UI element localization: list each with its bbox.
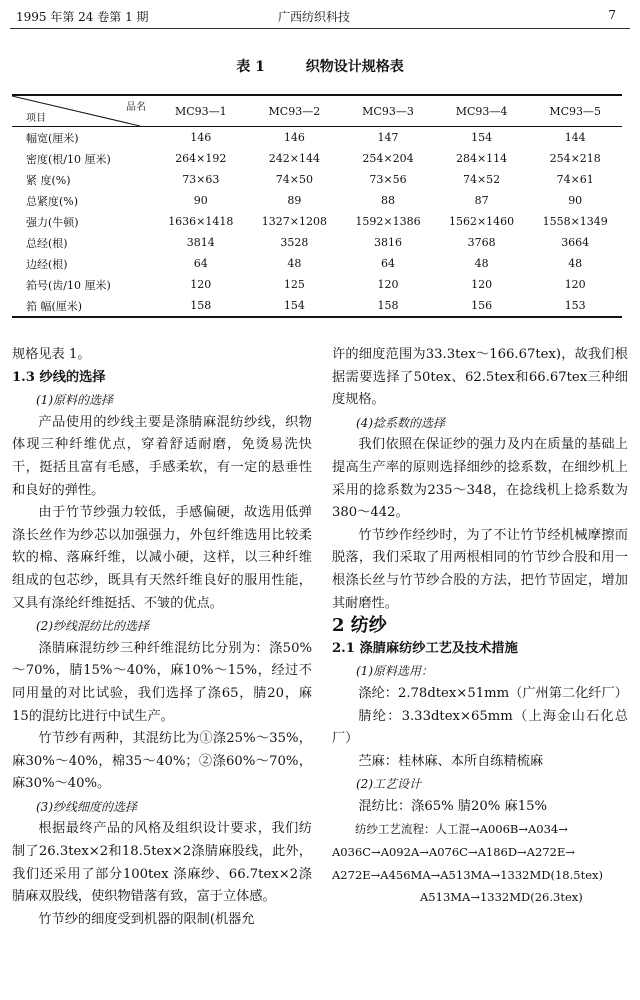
table-cell: 90 [568, 194, 583, 207]
table-row [12, 211, 622, 232]
row-label: 筘 幅(厘米) [26, 299, 83, 313]
table-cell: 48 [568, 257, 583, 270]
table-cell: 87 [474, 194, 489, 207]
row-label: 总紧度(%) [26, 194, 79, 208]
table-row [12, 127, 622, 149]
table-row [12, 169, 622, 190]
table-cell: 125 [283, 278, 305, 291]
table-cell: 1592×1386 [355, 215, 421, 228]
table-row [12, 274, 622, 295]
table-row [12, 253, 622, 274]
table-cell: 154 [283, 299, 305, 312]
paragraph: 由于竹节纱强力较低，手感偏硬，故选用低弹涤长丝作为纱芯以加强强力，外包纤维选用比较柔软的棉、落麻纤维，以减小硬，这样，以三种纤维组成的包芯纱，既具有天然纤维良好的服用性能，又具有涤纶纤维挺括、不皱的优点。 [12, 505, 312, 611]
table-cell: 64 [193, 257, 208, 270]
column-header: MC93—2 [248, 95, 342, 127]
column-header: MC93—3 [341, 95, 435, 127]
subheading: (2)工艺设计 [356, 777, 421, 792]
corner-product-label: 品名 [126, 102, 146, 113]
table-row [12, 148, 622, 169]
paragraph: 竹节纱作经纱时，为了不让竹节经机械摩擦而脱落，我们采取了用两根相同的竹节纱合股和用一根涤长丝与竹节纱合股的方法，把竹节固定，增加其耐磨性。 [332, 527, 628, 611]
header-rule [10, 28, 630, 29]
paragraph: 产品使用的纱线主要是涤腈麻混纺纱线，织物体现三种纤维优点，穿着舒适耐磨，免烫易洗快干，挺括且富有毛感，手感柔软，有一定的悬垂性和良好的弹性。 [12, 414, 312, 498]
table-cell: 74×50 [275, 173, 313, 186]
table-cell: 146 [283, 131, 305, 144]
table-cell: 3664 [561, 236, 590, 249]
right-column [332, 344, 628, 909]
diagonal-header-cell [12, 95, 154, 127]
subheading: (2)纱线混纺比的选择 [36, 619, 149, 634]
paragraph: 涤纶：2.78dtex×51mm（广州第二化纤厂） [358, 685, 628, 701]
table-cell: 120 [471, 278, 493, 291]
process-flow-line: A513MA→1332MD(26.3tex) [420, 890, 583, 905]
table-cell: 284×114 [455, 152, 508, 165]
table-cell: 73×56 [369, 173, 407, 186]
subheading: (1)原料选用： [356, 664, 433, 679]
table-cell: 3768 [467, 236, 496, 249]
table-row [12, 190, 622, 211]
table-cell: 144 [564, 131, 586, 144]
table-header-row [12, 95, 622, 127]
table-cell: 73×63 [182, 173, 220, 186]
paragraph: 我们依照在保证纱的强力及内在质量的基础上提高生产率的原则选择细纱的捻系数，在细纱机上采用的捻系数为235～348，在捻线机上捻系数为380～442。 [332, 437, 628, 521]
table-cell: 90 [193, 194, 208, 207]
table-cell: 3528 [280, 236, 309, 249]
table-cell: 74×52 [462, 173, 501, 186]
table-cell: 242×144 [268, 152, 320, 165]
paragraph: 许的细度范围为33.3tex～166.67tex)，故我们根据需要选择了50tex、62.5tex和66.67tex三种细度规格。 [332, 347, 628, 408]
table-cell: 154 [471, 131, 493, 144]
table-cell: 120 [564, 278, 586, 291]
table-cell: 1636×1418 [168, 215, 234, 228]
table-cell: 74×61 [556, 173, 594, 186]
paragraph: 根据最终产品的风格及组织设计要求，我们纺制了26.3tex×2和18.5tex×2涤腈麻股线，此外，我们还采用了部分100tex 涤麻纱、66.7tex×2涤腈麻双股线，使织物错落有致，富于立体感。 [12, 821, 312, 905]
table-cell: 158 [377, 299, 399, 312]
paragraph: 涤腈麻混纺纱三种纤维混纺比分别为：涤50%～70%，腈15%～40%，麻10%～15%，经过不同用量的对比试验，我们选择了涤65，腈20，麻15的混纺比进行中试生产。 [12, 640, 312, 724]
table-cell: 158 [190, 299, 212, 312]
table-cell: 153 [564, 299, 586, 312]
table-row [12, 295, 622, 317]
row-label: 强力(牛顿) [26, 215, 79, 229]
subheading: (4)捻系数的选择 [356, 415, 445, 430]
table-cell: 3814 [186, 236, 215, 249]
process-flow-line: A272E→A456MA→A513MA→1332MD(18.5tex) [332, 867, 603, 882]
running-header [16, 8, 624, 28]
table-cell: 254×204 [362, 152, 414, 165]
row-label: 筘号(齿/10 厘米) [26, 278, 111, 292]
table-cell: 146 [190, 131, 212, 144]
table-caption [0, 56, 640, 76]
table-cell: 147 [377, 131, 399, 144]
paragraph: 腈纶：3.33dtex×65mm（上海金山石化总厂） [332, 708, 628, 747]
row-label: 边经(根) [26, 257, 68, 271]
table-cell: 89 [287, 194, 302, 207]
table-cell: 48 [287, 257, 302, 270]
table-cell: 48 [474, 257, 489, 270]
page-number: 7 [608, 8, 616, 22]
table-cell: 88 [380, 194, 395, 207]
paragraph: 混纺比：涤65% 腈20% 麻15% [358, 798, 548, 814]
chapter-heading: 2 纺纱 [332, 615, 387, 637]
table-cell: 120 [377, 278, 399, 291]
table-number: 表 1 [236, 59, 265, 75]
left-column [12, 344, 312, 931]
subheading: (3)纱线细度的选择 [36, 799, 137, 814]
table-cell: 254×218 [549, 152, 601, 165]
journal-title: 广西纺织科技 [278, 10, 351, 24]
paragraph: 竹节纱有两种，其混纺比为①涤25%～35%，麻30%～40%，棉35～40%；②涤60%～70%，麻30%～40%。 [12, 731, 312, 792]
table-cell: 1558×1349 [542, 215, 608, 228]
journal-issue: 1995 年第 24 卷第 1 期 [16, 10, 149, 24]
paragraph: 苎麻：桂林麻、本所自练精梳麻 [358, 753, 544, 769]
column-header: MC93—5 [528, 95, 622, 127]
table-cell: 264×192 [175, 152, 227, 165]
section-heading: 2.1 涤腈麻纺纱工艺及技术措施 [332, 640, 518, 656]
paragraph: 竹节纱的细度受到机器的限制(机器允 [38, 911, 255, 927]
section-heading: 1.3 纱线的选择 [12, 369, 106, 385]
table-cell: 3816 [373, 236, 402, 249]
subheading: (1)原料的选择 [36, 393, 113, 408]
row-label: 密度(根/10 厘米) [26, 152, 111, 166]
table-cell: 156 [471, 299, 493, 312]
table-cell: 1562×1460 [448, 215, 515, 228]
table-row [12, 232, 622, 253]
process-flow-line: A036C→A092A→A076C→A186D→A272E→ [332, 845, 575, 860]
table-body [12, 127, 622, 318]
table-title: 织物设计规格表 [305, 59, 404, 75]
table-cell: 1327×1208 [261, 215, 327, 228]
row-label: 紧 度(%) [26, 173, 71, 187]
column-header: MC93—4 [435, 95, 529, 127]
paragraph: 规格见表 1。 [12, 347, 91, 362]
process-flow-line: 纺纱工艺流程：人工混→A006B→A034→ [355, 822, 568, 837]
table-cell: 120 [190, 278, 212, 291]
row-label: 总经(根) [26, 236, 68, 250]
table-cell: 64 [380, 257, 395, 270]
row-label: 幅宽(厘米) [26, 131, 79, 145]
spec-table [12, 94, 622, 318]
column-header: MC93—1 [154, 95, 248, 127]
corner-item-label: 项目 [26, 113, 46, 124]
